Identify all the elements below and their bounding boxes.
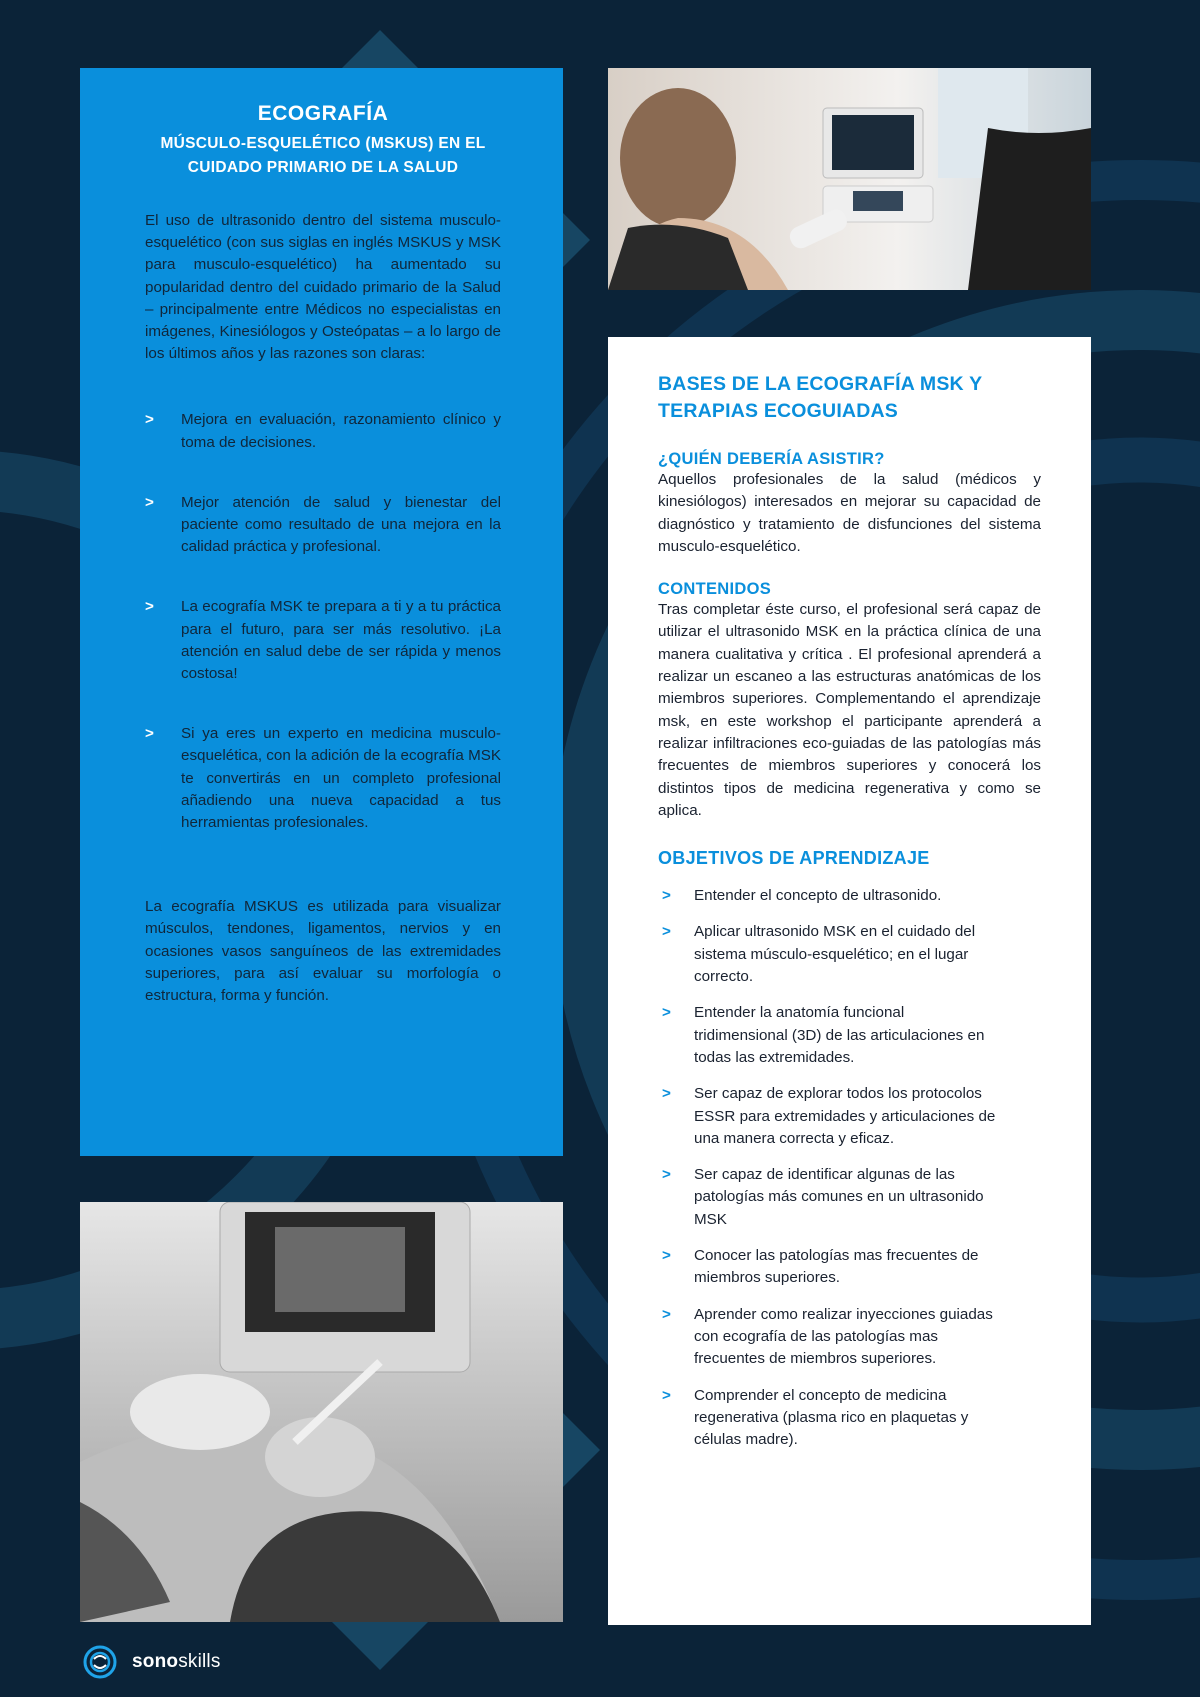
ultrasound-injection-photo [80,1202,563,1622]
benefit-text: Mejora en evaluación, razonamiento clínico y toma de decisiones. [181,411,501,451]
objective-item [658,1245,1041,1290]
objective-text: Aprender como realizar inyecciones guiadas con ecografía de las patologías mas frecuentes de miembros superiores. [694,1305,993,1368]
objective-item [658,885,1041,907]
objective-text: Entender el concepto de ultrasonido. [694,887,942,905]
chevron-right-icon: > [662,1004,671,1022]
chevron-right-icon: > [662,923,671,941]
chevron-right-icon: > [662,1386,671,1404]
objective-item [658,1304,1041,1371]
objective-text: Aplicar ultrasonido MSK en el cuidado del sistema músculo-esquelético; en el lugar correcto. [694,923,976,986]
intro-panel [80,68,563,1156]
chevron-right-icon: > [145,725,154,743]
who-text: Aquellos profesionales de la salud (médicos y kinesiólogos) interesados en mejorar su capacidad de diagnóstico y tratamiento de disfunciones del sistema musculo-esquelético. [658,471,1041,555]
objective-text: Entender la anatomía funcional tridimensional (3D) de las articulaciones en todas las extremidades. [694,1004,985,1066]
benefit-text: Si ya eres un experto en medicina musculo-esquelética, con la adición de la ecografía MSK te convertirás en un completo profesional añadiendo una nueva capacidad a tus herramientas profesionales. [181,725,501,832]
intro-paragraph: El uso de ultrasonido dentro del sistema musculo-esquelético (con sus siglas en inglés MSKUS y MSK para musculo-esquelético) ha aumentado su popularidad dentro del cuidado primario de la Salud – principalmente entre Médicos no especialistas en imágenes, Kinesiólogos y Osteópatas – a lo largo de los últimos años y las razones son claras: [145,212,501,363]
sonoskills-logo [80,1645,221,1679]
objective-item [658,1002,1041,1069]
chevron-right-icon: > [145,493,154,511]
contents-heading: CONTENIDOS [658,580,772,599]
contents-text: Tras completar éste curso, el profesional será capaz de utilizar el ultrasonido MSK en la práctica clínica de una manera cualitativa y crítica . El profesional aprenderá a realizar un escaneo a las estructuras anatómicas de los miembros superiores. Complementando el aprendizaje msk, en este workshop el participante aprenderá a realizar infiltraciones eco-guiadas de las patologías más frecuentes de miembros superiores y conocerá los distintos tipos de medicina regenerativa y como se aplica. [658,601,1041,819]
objective-item [658,921,1041,988]
objective-text: Ser capaz de explorar todos los protocolos ESSR para extremidades y articulaciones de una manera correcta y eficaz. [694,1085,996,1147]
benefit-item [145,723,501,834]
objective-item [658,1164,1041,1231]
objective-text: Ser capaz de identificar algunas de las patologías más comunes en un ultrasonido MSK [694,1166,984,1228]
chevron-right-icon: > [145,598,154,616]
chevron-right-icon: > [662,1305,671,1323]
chevron-right-icon: > [662,1085,671,1103]
benefit-item [145,409,501,453]
who-heading: ¿QUIÉN DEBERÍA ASISTIR? [658,450,885,468]
benefit-text: Mejor atención de salud y bienestar del paciente como resultado de una mejora en la calidad práctica y profesional. [181,493,501,556]
chevron-right-icon: > [662,1247,671,1265]
sonoskills-logo-icon [80,1645,120,1679]
benefit-text: La ecografía MSK te prepara a ti y a tu práctica para el futuro, para ser más resolutivo. ¡La atención en salud debe de ser rápida y menos costosa! [181,598,501,683]
objective-item [658,1385,1041,1452]
benefits-list [145,409,501,834]
objectives-heading: OBJETIVOS DE APRENDIZAJE [658,848,930,869]
course-title: BASES DE LA ECOGRAFÍA MSK Y TERAPIAS ECOGUIADAS [658,373,982,422]
objective-item [658,1083,1041,1150]
benefit-item [145,492,501,559]
objective-text: Comprender el concepto de medicina regenerativa (plasma rico en plaquetas y células madre). [694,1386,969,1449]
course-card [608,337,1091,1625]
panel-subtitle: MÚSCULO-ESQUELÉTICO (MSKUS) EN EL CUIDADO PRIMARIO DE LA SALUD [160,135,486,176]
logo-wordmark: sonoskills [132,1651,221,1672]
objective-text: Conocer las patologías mas frecuentes de miembros superiores. [694,1247,979,1287]
chevron-right-icon: > [145,411,154,429]
chevron-right-icon: > [662,1166,671,1184]
closing-paragraph: La ecografía MSKUS es utilizada para visualizar músculos, tendones, ligamentos, nervios y en ocasiones vasos sanguíneos de las extremidades superiores, para así evaluar su morfología o estructura, forma y función. [145,898,501,1005]
objectives-list [658,885,1041,1451]
benefit-item [145,596,501,685]
ultrasound-exam-photo [608,68,1091,290]
chevron-right-icon: > [662,887,671,905]
panel-title: ECOGRAFÍA [257,102,389,125]
